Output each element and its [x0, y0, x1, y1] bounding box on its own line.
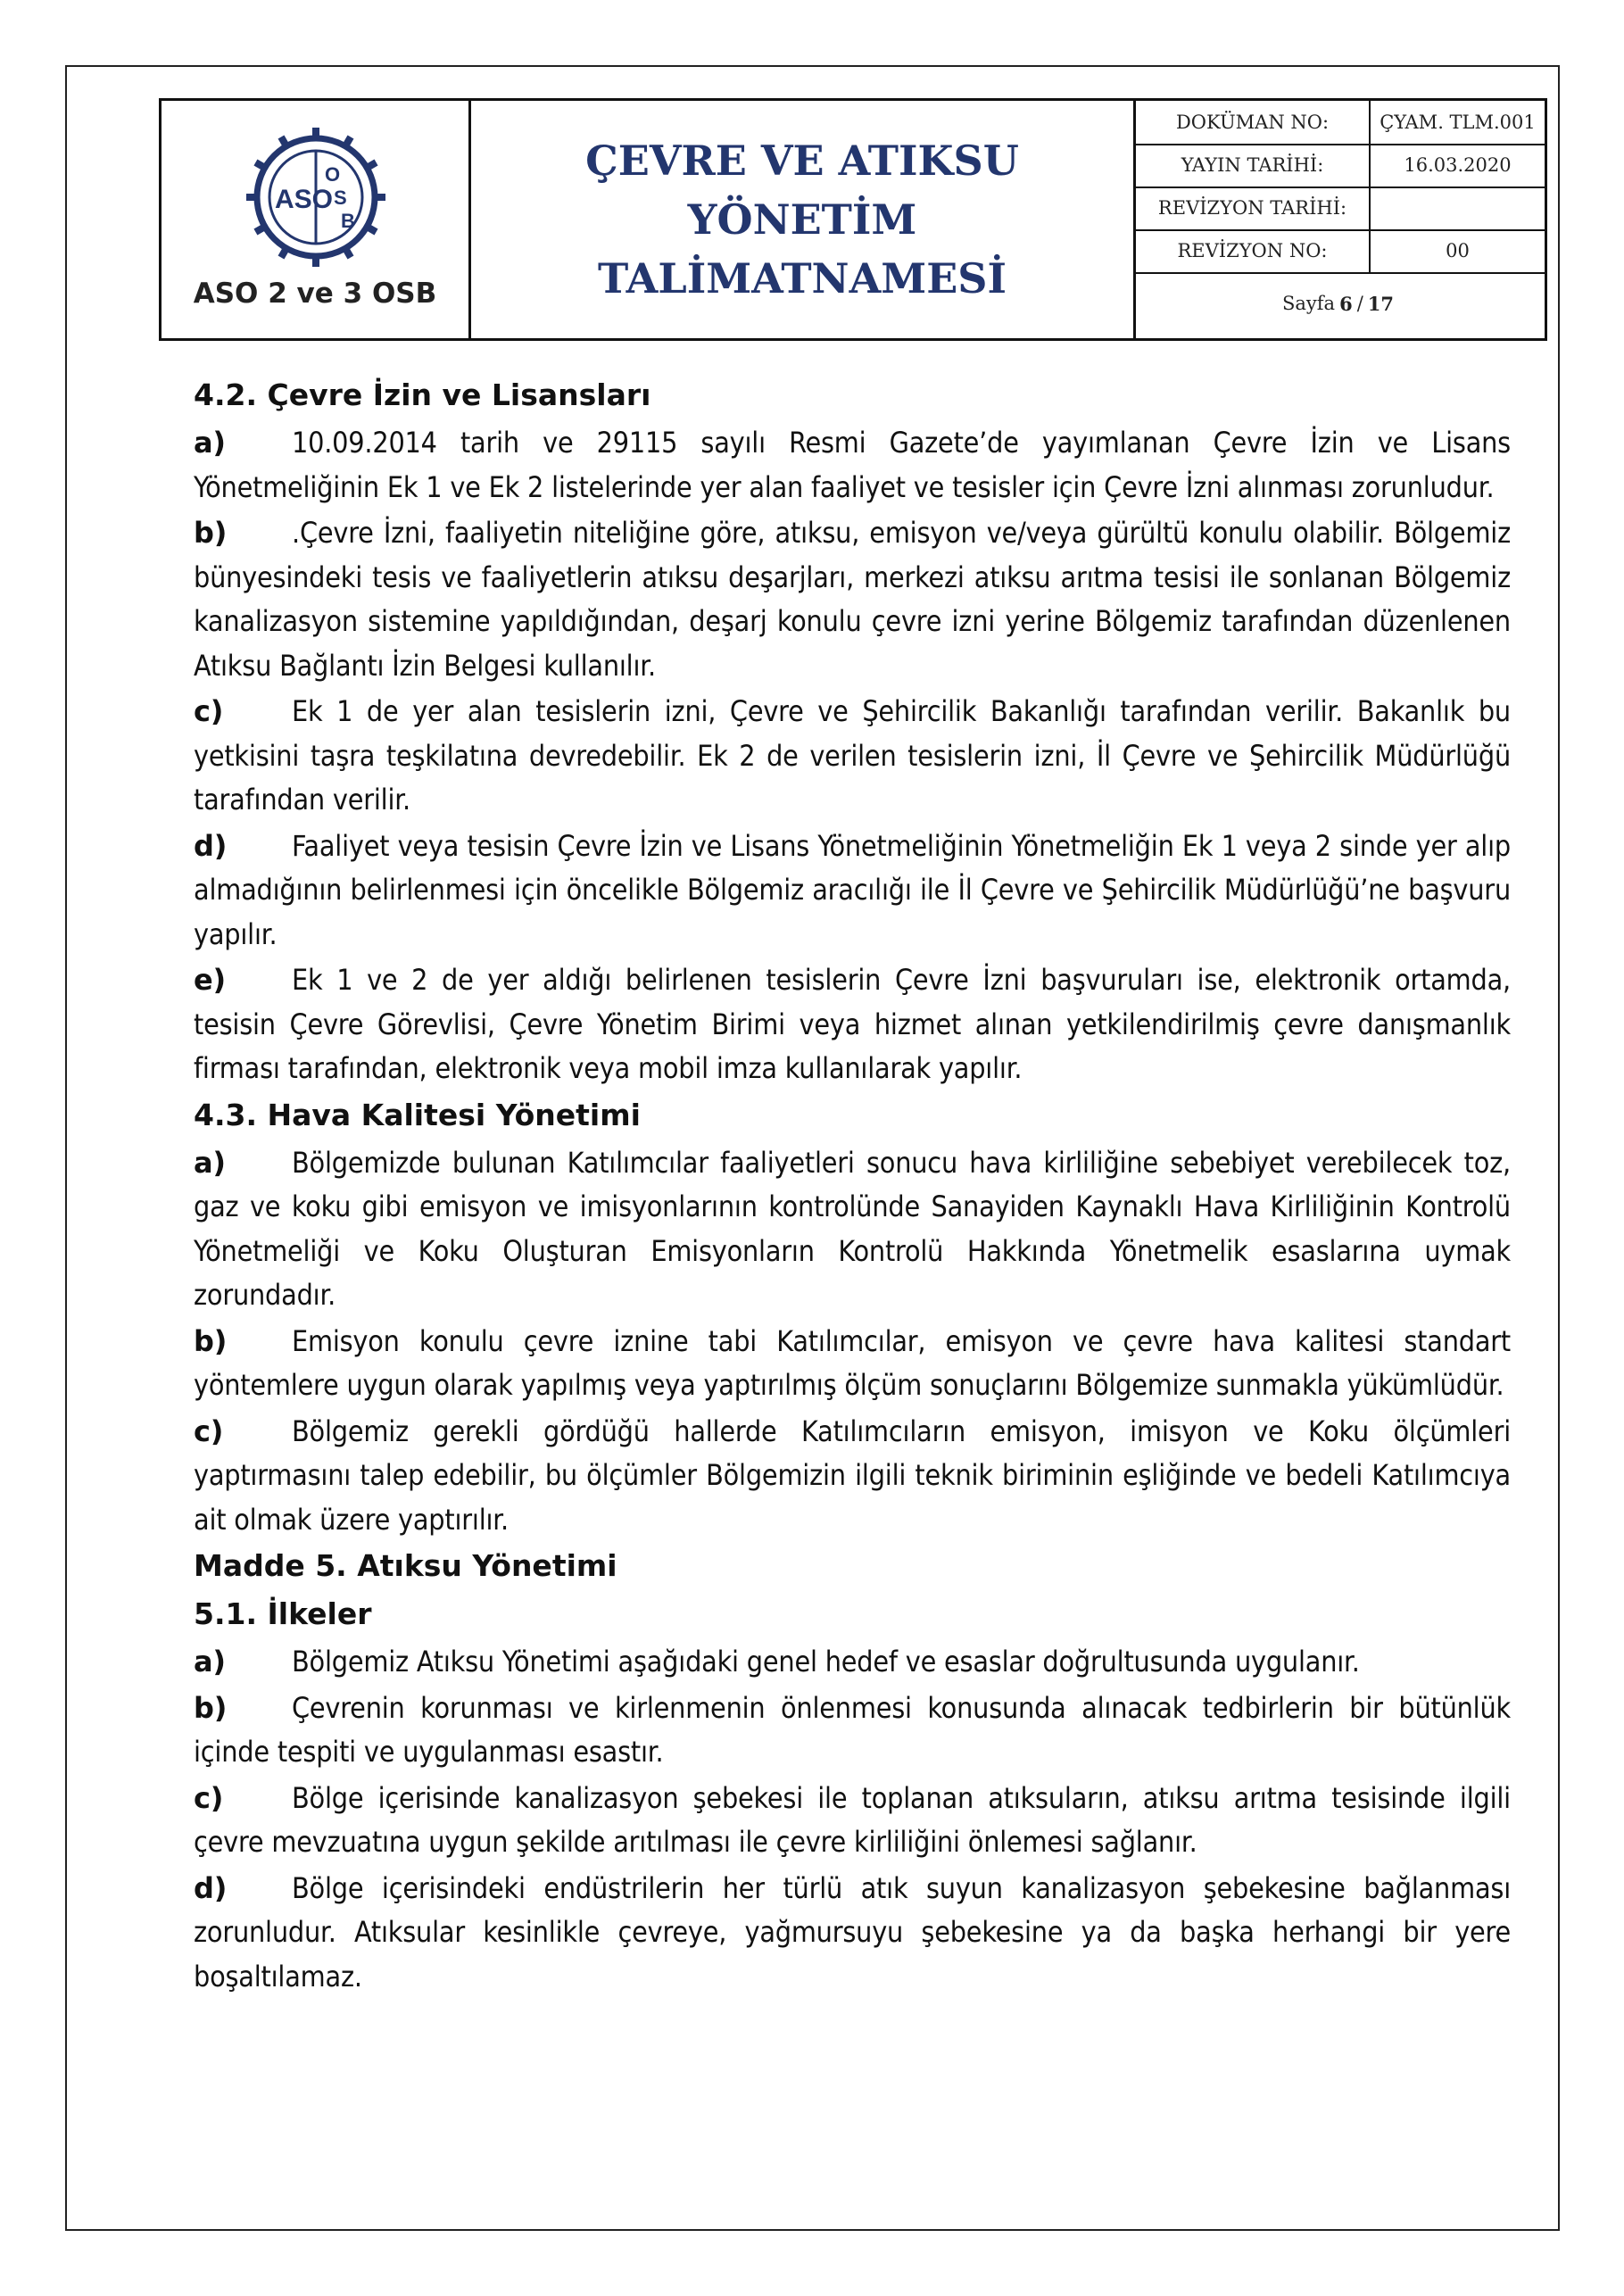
page-label: Sayfa — [1282, 293, 1336, 314]
rev-date-value — [1371, 186, 1545, 229]
clause-text: Çevrenin korunması ve kirlenmenin önlenmesi konusunda alınacak tedbirlerin bir bütünlük içinde tespiti ve uygulanması esastır. — [194, 1690, 1511, 1769]
clause-text: Bölgemizde bulunan Katılımcılar faaliyetleri sonucu hava kirliliğine sebebiyet verebilecek toz, gaz ve koku gibi emisyon ve imisyonlarının kontrolünde Sanayiden Kaynaklı Hava Kirliliğinin Kontrolü Yönetmeliği ve Koku Oluşturan Emisyonların Kontrolü Hakkında Yönetmelik esaslarına uymak zorundadır. — [194, 1145, 1511, 1312]
rev-date-label: REVİZYON TARİHİ: — [1136, 186, 1371, 229]
svg-text:S: S — [334, 186, 347, 209]
clause-item — [194, 1141, 1511, 1318]
clause-item — [194, 690, 1511, 823]
doc-no-row — [1136, 101, 1545, 145]
rev-no-value: 00 — [1446, 240, 1470, 261]
clause-item — [194, 825, 1511, 957]
clause-item — [194, 1640, 1511, 1685]
document-body — [194, 373, 1511, 2001]
doc-no-value: ÇYAM. TLM.001 — [1380, 112, 1536, 133]
svg-text:B: B — [341, 210, 355, 232]
svg-text:ASO: ASO — [275, 185, 334, 214]
clause-text: Emisyon konulu çevre iznine tabi Katılımcılar, emisyon ve çevre hava kalitesi standart yöntemlere uygun olarak yapılmış veya yaptırılmış ölçüm sonuçlarını Bölgemize sunmakla yükümlüdür. — [194, 1323, 1511, 1402]
page-current: 6 — [1339, 292, 1353, 315]
document-title-line2: TALİMATNAMESİ — [597, 254, 1007, 303]
clause-item — [194, 1320, 1511, 1408]
clause-text: Bölgemiz Atıksu Yönetimi aşağıdaki genel hedef ve esaslar doğrultusunda uygulanır. — [292, 1645, 1360, 1678]
pub-date-row — [1136, 144, 1545, 188]
clause-marker: a) — [194, 1645, 226, 1678]
clause-marker: d) — [194, 828, 228, 863]
document-title-line1: ÇEVRE VE ATIKSU YÖNETİM — [585, 137, 1019, 244]
doc-no-label: DOKÜMAN NO: — [1136, 101, 1371, 144]
clause-text: Bölge içerisinde kanalizasyon şebekesi ile toplanan atıksuların, atıksu arıtma tesisinde ilgili çevre mevzuatına uygun şekilde arıtılması ile çevre kirliliğini önlemesi sağlanır. — [194, 1780, 1511, 1859]
section-heading: 5.1. İlkeler — [194, 1596, 372, 1631]
rev-no-label: REVİZYON NO: — [1136, 229, 1371, 272]
organization-name: ASO 2 ve 3 OSB — [193, 278, 437, 310]
clause-marker: e) — [194, 963, 226, 997]
clause-item — [194, 511, 1511, 688]
page-separator: / — [1356, 293, 1363, 314]
clause-item — [194, 1410, 1511, 1543]
document-header — [159, 98, 1547, 341]
svg-text:O: O — [325, 163, 341, 186]
clause-text: Bölge içerisindeki endüstrilerin her türlü atık suyun kanalizasyon şebekesine bağlanması zorunludur. Atıksular kesinlikle çevreye, yağmursuyu şebekesine ya da başka herhangi bir yere boşaltılamaz. — [194, 1870, 1511, 1993]
rev-date-row — [1136, 186, 1545, 231]
clause-item — [194, 1867, 1511, 2000]
rev-no-row — [1136, 229, 1545, 274]
clause-item — [194, 421, 1511, 510]
header-logo-cell — [162, 101, 471, 338]
clause-marker: a) — [194, 1145, 226, 1180]
section-heading: 4.3. Hava Kalitesi Yönetimi — [194, 1097, 641, 1132]
pub-date-label: YAYIN TARİHİ: — [1136, 144, 1371, 186]
document-info-table — [1136, 101, 1545, 338]
page-total: 17 — [1367, 292, 1394, 315]
clause-marker: d) — [194, 1870, 228, 1905]
clause-item — [194, 1687, 1511, 1775]
clause-text: 10.09.2014 tarih ve 29115 sayılı Resmi Gazete’de yayımlanan Çevre İzin ve Lisans Yönetmeliğinin Ek 1 ve Ek 2 listelerinde yer alan faaliyet ve tesisler için Çevre İzni alınması zorunludur. — [194, 426, 1511, 504]
page-number — [1136, 269, 1545, 338]
clause-text: Bölgemiz gerekli gördüğü hallerde Katılımcıların emisyon, imisyon ve Koku ölçümleri yaptırmasını talep edebilir, bu ölçümler Bölgemizin ilgili teknik biriminin eşliğinde ve bedeli Katılımcıya ait olmak üzere yaptırılır. — [194, 1413, 1511, 1537]
aso-osb-logo-icon — [244, 126, 387, 269]
section-heading: Madde 5. Atıksu Yönetimi — [194, 1548, 617, 1583]
clause-marker: b) — [194, 516, 228, 550]
clause-marker: a) — [194, 426, 226, 460]
clause-marker: c) — [194, 1780, 224, 1815]
clause-marker: c) — [194, 694, 224, 728]
section-heading: 4.2. Çevre İzin ve Lisansları — [194, 377, 651, 412]
clause-marker: c) — [194, 1413, 224, 1448]
clause-item — [194, 958, 1511, 1091]
clause-item — [194, 1777, 1511, 1865]
clause-text: Ek 1 de yer alan tesislerin izni, Çevre ve Şehircilik Bakanlığı tarafından verilir. Bakanlık bu yetkisini taşra teşkilatına devredebilir. Ek 2 de verilen tesislerin izni, İl Çevre ve Şehircilik Müdürlüğü tarafından verilir. — [194, 694, 1511, 816]
pub-date-value: 16.03.2020 — [1404, 154, 1512, 176]
document-title — [471, 101, 1136, 338]
clause-marker: b) — [194, 1690, 228, 1725]
clause-text: .Çevre İzni, faaliyetin niteliğine göre, atıksu, emisyon ve/veya gürültü konulu olabilir. Bölgemiz bünyesindeki tesis ve faaliyetlerin atıksu deşarjları, merkezi atıksu arıtma tesisi ile sonlanan Bölgemiz kanalizasyon sistemine yapıldığından, deşarj konulu çevre izni yerine Bölgemiz tarafından düzenlenen Atıksu Bağlantı İzin Belgesi kullanılır. — [194, 516, 1511, 683]
clause-text: Faaliyet veya tesisin Çevre İzin ve Lisans Yönetmeliğinin Yönetmeliğin Ek 1 veya 2 sinde yer alıp almadığının belirlenmesi için öncelikle Bölgemiz aracılığı ile İl Çevre ve Şehircilik Müdürlüğü’ne başvuru yapılır. — [194, 828, 1511, 951]
clause-marker: b) — [194, 1323, 228, 1358]
clause-text: Ek 1 ve 2 de yer aldığı belirlenen tesislerin Çevre İzni başvuruları ise, elektronik ortamda, tesisin Çevre Görevlisi, Çevre Yönetim Birimi veya hizmet alınan yetkilendirilmiş çevre danışmanlık firması tarafından, elektronik veya mobil imza kullanılarak yapılır. — [194, 963, 1511, 1085]
